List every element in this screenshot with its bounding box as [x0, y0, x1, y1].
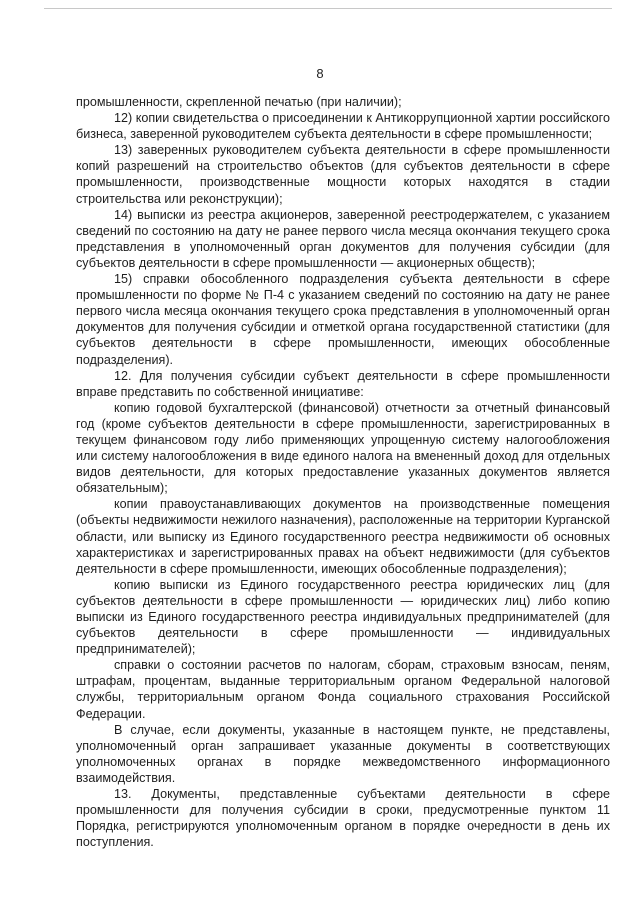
paragraph: 15) справки обособленного подразделения субъекта деятельности в сфере промышленности по форме № П-4 с указанием сведений по состоянию на дату не ранее первого числа месяца окончания текущего срока представления в уполномоченный орган документов для получения субсидии и отметкой органа государственной статистики (для субъектов деятельности в сфере промышленности, имеющих обособленные подразделения).	[76, 272, 610, 367]
paragraph: 12. Для получения субсидии субъект деятельности в сфере промышленности вправе представить по собственной инициативе:	[76, 368, 610, 399]
paragraph: 13. Документы, представленные субъектами деятельности в сфере промышленности для получения субсидии в сроки, предусмотренные пунктом 11 Порядка, регистрируются уполномоченным органом в порядке очередности в день их поступления.	[76, 787, 610, 850]
paragraph: 12) копии свидетельства о присоединении к Антикоррупционной хартии российского бизнеса, заверенной руководителем субъекта деятельности в сфере промышленности;	[76, 111, 611, 142]
paragraph: В случае, если документы, указанные в настоящем пункте, не представлены, уполномоченный орган запрашивает указанные документы в соответствующих уполномоченных органах в порядке межведомственного информационного взаимодействия.	[76, 722, 610, 785]
paragraph: копии правоустанавливающих документов на производственные помещения (объекты недвижимости нежилого назначения), расположенные на территории Курганской области, или выписку из Единого государственного реестра недвижимости об основных характеристиках и зарегистрированных правах на объект недвижимости (для субъектов деятельности в сфере промышленности, имеющих обособленные подразделения);	[76, 497, 610, 576]
paragraph: 13) заверенных руководителем субъекта деятельности в сфере промышленности копий разрешений на строительство объектов (для субъектов деятельности в сфере промышленности, производственные мощности которых находятся в стадии строительства или реконструкции);	[76, 143, 610, 206]
document-body	[76, 94, 610, 850]
top-border-line	[44, 8, 612, 9]
paragraph: копию выписки из Единого государственного реестра юридических лиц (для субъектов деятельности в сфере промышленности — юридических лиц) либо копию выписки из Единого государственного реестра индивидуальных предпринимателей (для субъектов деятельности в сфере промышленности — индивидуальных предпринимателей);	[76, 577, 610, 657]
page-number: 8	[316, 66, 324, 81]
paragraph: копию годовой бухгалтерской (финансовой) отчетности за отчетный финансовый год (кроме субъектов деятельности в сфере промышленности, зарегистрированных в текущем финансовом году либо применяющих упрощенную систему налогообложения или систему налогообложения в виде единого налога на вмененный доход для отдельных видов деятельности, для которых предоставление указанных документов является обязательным);	[76, 400, 610, 496]
paragraph: 14) выписки из реестра акционеров, заверенной реестродержателем, с указанием сведений по состоянию на дату не ранее первого числа месяца окончания текущего срока представления в уполномоченный орган документов для получения субсидии (для субъектов деятельности в сфере промышленности — акционерных обществ);	[76, 207, 610, 270]
paragraph: справки о состоянии расчетов по налогам, сборам, страховым взносам, пеням, штрафам, процентам, выданные территориальным органом Федеральной налоговой службы, территориальным органом Фонда социального страхования Российской Федерации.	[76, 658, 610, 721]
paragraph: промышленности, скрепленной печатью (при наличии);	[76, 95, 402, 109]
